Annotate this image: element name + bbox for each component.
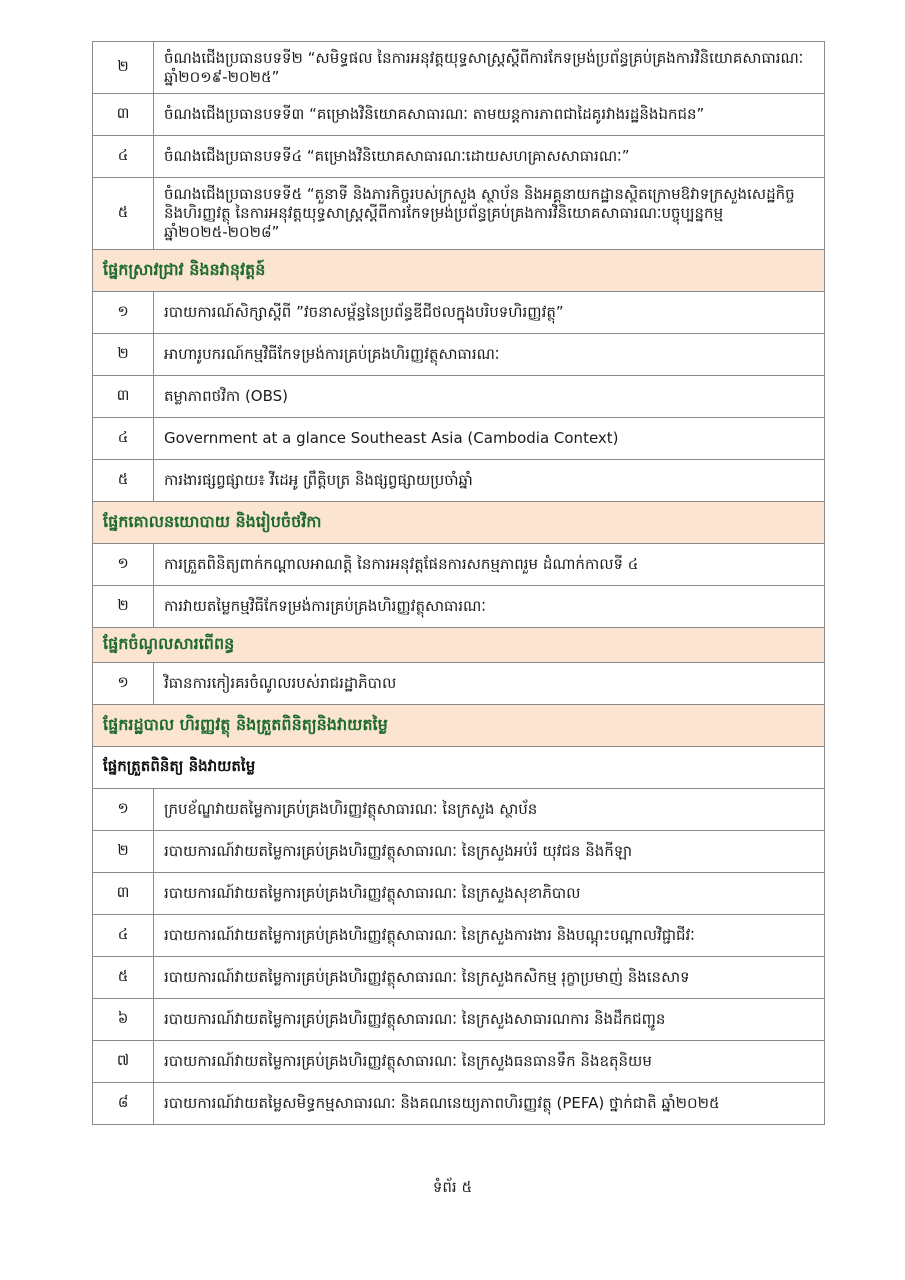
row-number: ៧ bbox=[93, 1041, 154, 1083]
row-title: របាយការណ៍វាយតម្លៃការគ្រប់គ្រងហិរញ្ញវត្ថុសាធារណៈ នៃក្រសួងសុខាភិបាល bbox=[154, 873, 825, 915]
row-number: ៣ bbox=[93, 94, 154, 136]
table-row bbox=[93, 460, 825, 502]
row-number: ២ bbox=[93, 334, 154, 376]
section-header-row bbox=[93, 705, 825, 747]
row-title: អាហារូបករណ៍កម្មវិធីកែទម្រង់ការគ្រប់គ្រងហិរញ្ញវត្ថុសាធារណៈ bbox=[154, 334, 825, 376]
row-number: ១ bbox=[93, 663, 154, 705]
row-title: ចំណងជើងប្រធានបទទី៣ “គម្រោងវិនិយោគសាធារណៈ តាមយន្តការភាពជាដៃគូរវាងរដ្ឋនិងឯកជន” bbox=[154, 94, 825, 136]
section-title: ផ្នែកស្រាវជ្រាវ និងនវានុវត្តន៍ bbox=[93, 250, 825, 292]
table-row bbox=[93, 663, 825, 705]
row-title: របាយការណ៍វាយតម្លៃការគ្រប់គ្រងហិរញ្ញវត្ថុសាធារណៈ នៃក្រសួងសាធារណការ និងដឹកជញ្ជូន bbox=[154, 999, 825, 1041]
table-row bbox=[93, 915, 825, 957]
row-number: ៣ bbox=[93, 873, 154, 915]
row-title: វិធានការកៀរគរចំណូលរបស់រាជរដ្ឋាភិបាល bbox=[154, 663, 825, 705]
table-row bbox=[93, 136, 825, 178]
row-title: ចំណងជើងប្រធានបទទី៥ “តួនាទី និងភារកិច្ចរបស់ក្រសួង ស្ថាប័ន និងអគ្គនាយកដ្ឋានស្ថិតក្រោមឱវាទក្រសួងសេដ្ឋកិច្ចនិងហិរញ្ញវត្ថុ នៃការអនុវត្តយុទ្ធសាស្ត្រស្តីពីការកែទម្រង់ប្រព័ន្ធគ្រប់គ្រងការវិនិយោគសាធារណៈបច្ចុប្បន្នកម្ម ឆ្នាំ២០២៥-២០២៨” bbox=[154, 178, 825, 250]
row-number: ៤ bbox=[93, 136, 154, 178]
table-row bbox=[93, 1083, 825, 1125]
row-title: Government at a glance Southeast Asia (Cambodia Context) bbox=[154, 418, 825, 460]
row-number: ១ bbox=[93, 292, 154, 334]
row-title: របាយការណ៍វាយតម្លៃការគ្រប់គ្រងហិរញ្ញវត្ថុសាធារណៈ នៃក្រសួងកសិកម្ម រុក្ខាប្រមាញ់ និងនេសាទ bbox=[154, 957, 825, 999]
row-number: ៤ bbox=[93, 418, 154, 460]
page-number: ទំព័រ ៥ bbox=[432, 1178, 473, 1196]
row-number: ៥ bbox=[93, 178, 154, 250]
table-row bbox=[93, 94, 825, 136]
row-title: របាយការណ៍វាយតម្លៃការគ្រប់គ្រងហិរញ្ញវត្ថុសាធារណៈ នៃក្រសួងធនធានទឹក និងឧតុនិយម bbox=[154, 1041, 825, 1083]
row-title: របាយការណ៍វាយតម្លៃការគ្រប់គ្រងហិរញ្ញវត្ថុសាធារណៈ នៃក្រសួងអប់រំ យុវជន និងកីឡា bbox=[154, 831, 825, 873]
table-row bbox=[93, 178, 825, 250]
table-row bbox=[93, 586, 825, 628]
table-row bbox=[93, 1041, 825, 1083]
document-table bbox=[92, 41, 825, 1125]
table-row bbox=[93, 334, 825, 376]
row-number: ៦ bbox=[93, 999, 154, 1041]
section-title: ផ្នែកគោលនយោបាយ និងរៀបចំថវិកា bbox=[93, 502, 825, 544]
section-header-row bbox=[93, 628, 825, 663]
row-number: ២ bbox=[93, 42, 154, 94]
row-title: ក្របខ័ណ្ឌវាយតម្លៃការគ្រប់គ្រងហិរញ្ញវត្ថុសាធារណៈ នៃក្រសួង ស្ថាប័ន bbox=[154, 789, 825, 831]
table-row bbox=[93, 544, 825, 586]
row-number: ៨ bbox=[93, 1083, 154, 1125]
row-title: ការងារផ្សព្វផ្សាយ៖ វីដេអូ ព្រឹត្តិបត្រ និងផ្សព្វផ្សាយប្រចាំឆ្នាំ bbox=[154, 460, 825, 502]
table-row bbox=[93, 831, 825, 873]
section-title: ផ្នែករដ្ឋបាល ហិរញ្ញវត្ថុ និងត្រួតពិនិត្យនិងវាយតម្លៃ bbox=[93, 705, 825, 747]
table-row bbox=[93, 789, 825, 831]
row-number: ២ bbox=[93, 586, 154, 628]
table-row bbox=[93, 292, 825, 334]
row-title: ចំណងជើងប្រធានបទទី២ “សមិទ្ធផល នៃការអនុវត្តយុទ្ធសាស្ត្រស្តីពីការកែទម្រង់ប្រព័ន្ធគ្រប់គ្រងការវិនិយោគសាធារណៈ ឆ្នាំ២០១៩-២០២៥” bbox=[154, 42, 825, 94]
section-header-row bbox=[93, 502, 825, 544]
row-number: ៥ bbox=[93, 957, 154, 999]
row-number: ៥ bbox=[93, 460, 154, 502]
row-number: ៤ bbox=[93, 915, 154, 957]
table-row bbox=[93, 999, 825, 1041]
row-title: តម្លាភាពថវិកា (OBS) bbox=[154, 376, 825, 418]
table-row bbox=[93, 873, 825, 915]
section-title: ផ្នែកចំណូលសារពើពន្ធ bbox=[93, 628, 825, 663]
row-number: ២ bbox=[93, 831, 154, 873]
row-title: ការវាយតម្លៃកម្មវិធីកែទម្រង់ការគ្រប់គ្រងហិរញ្ញវត្ថុសាធារណៈ bbox=[154, 586, 825, 628]
row-title: របាយការណ៍វាយតម្លៃការគ្រប់គ្រងហិរញ្ញវត្ថុសាធារណៈ នៃក្រសួងការងារ និងបណ្តុះបណ្តាលវិជ្ជាជីវៈ bbox=[154, 915, 825, 957]
table-row bbox=[93, 42, 825, 94]
row-title: របាយការណ៍សិក្សាស្តីពី ”វចនាសម្ព័ន្ធនៃប្រព័ន្ធឌីជីថលក្នុងបរិបទហិរញ្ញវត្ថុ” bbox=[154, 292, 825, 334]
row-number: ១ bbox=[93, 789, 154, 831]
table-row bbox=[93, 418, 825, 460]
row-title: ចំណងជើងប្រធានបទទី៤ “គម្រោងវិនិយោគសាធារណៈដោយសហគ្រាសសាធារណៈ” bbox=[154, 136, 825, 178]
subsection-header-row bbox=[93, 747, 825, 789]
row-number: ១ bbox=[93, 544, 154, 586]
table-row bbox=[93, 957, 825, 999]
row-title: របាយការណ៍វាយតម្លៃសមិទ្ធកម្មសាធារណៈ និងគណនេយ្យភាពហិរញ្ញវត្ថុ (PEFA) ថ្នាក់ជាតិ ឆ្នាំ២០២៥ bbox=[154, 1083, 825, 1125]
row-number: ៣ bbox=[93, 376, 154, 418]
row-title: ការត្រួតពិនិត្យពាក់កណ្តាលអាណត្តិ នៃការអនុវត្តផែនការសកម្មភាពរួម ដំណាក់កាលទី ៤ bbox=[154, 544, 825, 586]
subsection-title: ផ្នែកត្រួតពិនិត្យ និងវាយតម្លៃ bbox=[93, 747, 825, 789]
section-header-row bbox=[93, 250, 825, 292]
table-row bbox=[93, 376, 825, 418]
